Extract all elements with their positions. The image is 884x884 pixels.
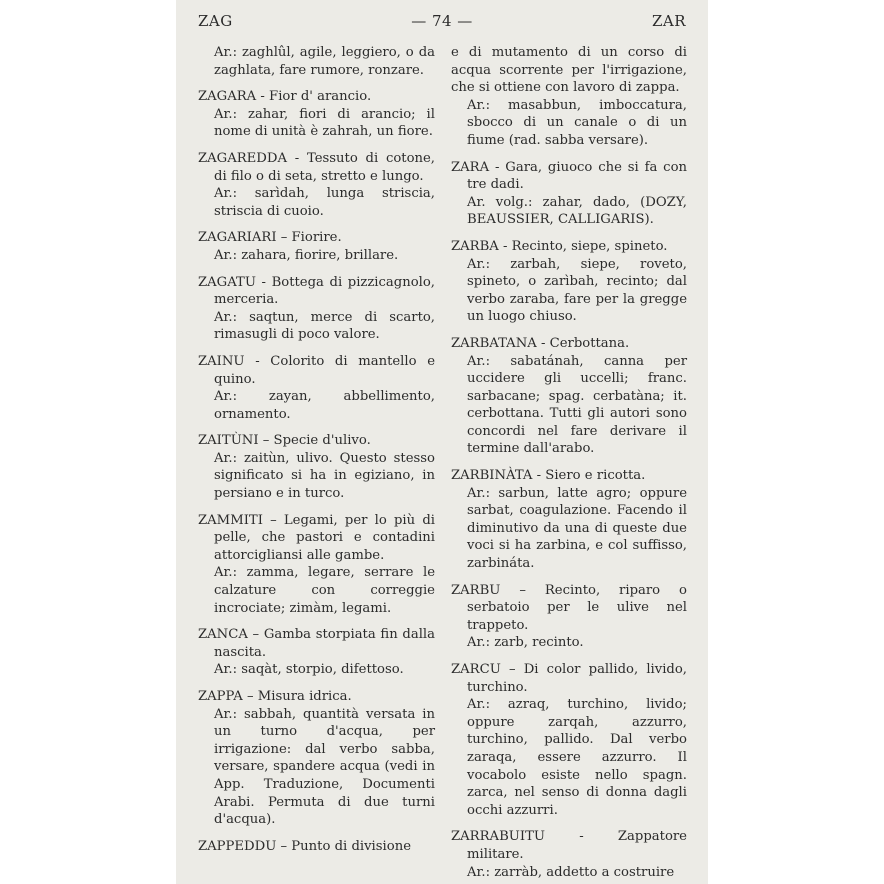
entry-zagara	[198, 88, 435, 141]
definition: – Fiorire.	[276, 230, 342, 246]
entry-zarba	[451, 238, 687, 326]
entry-zarbu	[451, 582, 687, 652]
entry-zara	[451, 159, 687, 229]
entry-zanca	[198, 626, 435, 679]
arabic-etymology: Ar.: zarbah, siepe, roveto, spineto, o zarìbah, recinto; dal verbo zaraba, fare per la gregge un luogo chiuso.	[467, 256, 687, 325]
headword: ZAINU	[198, 353, 245, 369]
definition: - Bottega di pizzicagnolo, merceria.	[214, 274, 435, 308]
headword: ZARA	[451, 159, 490, 175]
definition: - Siero e ricotta.	[532, 468, 646, 484]
definition: - Recinto, siepe, spineto.	[498, 238, 668, 254]
definition: – Punto di divisione	[276, 838, 411, 854]
headword: ZARRABUITU	[451, 829, 545, 845]
entry-zageredda	[198, 150, 435, 220]
arabic-etymology: Ar.: saqtun, merce di scarto, rimasugli di poco valore.	[214, 309, 435, 343]
arabic-etymology: Ar.: sabbah, quantità versata in un turno d'acqua, per irrigazione: dal verbo sabba, versare, spandere acqua (vedi in App. Traduzione, Documenti Arabi. Permuta di due turni d'acqua).	[214, 706, 435, 828]
headword: ZARBU	[451, 582, 501, 598]
arabic-etymology: Ar.: zahara, fiorire, brillare.	[214, 247, 399, 263]
entry-zagariari	[198, 229, 435, 264]
definition: – Recinto, riparo o serbatoio per le ulive nel trappeto.	[467, 582, 687, 633]
definition: – Gamba storpiata fin dalla nascita.	[214, 627, 435, 660]
arabic-etymology: Ar.: zaghlûl, agile, leggiero, o da zaghlata, fare rumore, ronzare.	[214, 45, 435, 78]
headword: ZAGARIARI	[198, 230, 277, 246]
headword: ZARBINÀTA	[451, 468, 533, 484]
arabic-etymology: Ar. volg.: zahar, dado, (DOZY, BEAUSSIER, CALLIGARIS).	[467, 194, 687, 228]
header-right-guide-word: ZAR	[651, 12, 686, 30]
definition: – Specie d'ulivo.	[258, 433, 371, 449]
definition: – Di color pallido, livido, turchino.	[467, 662, 687, 695]
arabic-etymology: Ar.: zahar, fiori di arancio; il nome di unità è zahrah, un fiore.	[214, 106, 435, 140]
entry-zarbinata	[451, 467, 687, 573]
continued-definition: e di mutamento di un corso di acqua scorrente per l'irrigazione, che si ottiene con lavoro di zappa.	[451, 45, 687, 96]
entry-continuation	[451, 44, 687, 150]
headword: ZAGATU	[198, 274, 256, 290]
entry-zarrabuitu	[451, 828, 687, 881]
header-left-guide-word: ZAG	[198, 12, 233, 30]
right-column	[451, 44, 687, 884]
headword: ZAGARA	[198, 89, 257, 105]
entry-zainu	[198, 353, 435, 423]
entry-zarbatana	[451, 335, 687, 458]
definition: – Legami, per lo più di pelle, che pastori e contadini attorcigliansi alle gambe.	[214, 512, 435, 563]
page-header	[176, 12, 708, 42]
dictionary-page	[176, 0, 708, 884]
definition: - Cerbottana.	[536, 335, 630, 351]
headword: ZAPPA	[198, 689, 243, 704]
headword: ZAPPEDDU	[198, 838, 277, 854]
definition: - Colorito di mantello e quino.	[214, 353, 435, 387]
headword: ZAITÙNI	[198, 433, 259, 449]
arabic-etymology: Ar.: saqàt, storpio, difettoso.	[214, 662, 404, 678]
arabic-etymology: Ar.: zaitùn, ulivo. Questo stesso significato si ha in egiziano, in persiano e in turco.	[214, 450, 435, 502]
arabic-etymology: Ar.: zayan, abbellimento, ornamento.	[214, 389, 435, 422]
entry-zammiti	[198, 512, 435, 618]
arabic-etymology: Ar.: sarbun, latte agro; oppure sarbat, coagulazione. Facendo il diminutivo da una di queste due voci si ha zarbina, e col suffisso, zarbináta.	[467, 485, 687, 572]
arabic-etymology: Ar.: sarìdah, lunga striscia, striscia di cuoio.	[214, 186, 435, 219]
headword: ZARBA	[451, 238, 499, 254]
entry-zappeddu	[198, 838, 435, 856]
definition: - Gara, giuoco che si fa con tre dadi.	[467, 159, 687, 193]
definition: - Fior d' arancio.	[256, 89, 372, 105]
entry-zagatu	[198, 274, 435, 344]
entry-zappa	[198, 688, 435, 829]
entry-zarcu	[451, 661, 687, 819]
entry-continuation	[198, 44, 435, 79]
definition: - Tessuto di cotone, di filo o di seta, stretto e lungo.	[214, 150, 435, 184]
page-number: — 74 —	[411, 12, 473, 30]
headword: ZAGAREDDA	[198, 150, 287, 166]
headword: ZARBATANA	[451, 335, 537, 351]
arabic-etymology: Ar.: zamma, legare, serrare le calzature con correggie incrociate; zimàm, legami.	[214, 565, 435, 616]
left-column	[198, 44, 435, 864]
entry-zaituni	[198, 432, 435, 502]
definition: - Zappatore militare.	[467, 829, 687, 862]
arabic-etymology: Ar.: azraq, turchino, livido; oppure zarqah, azzurro, turchino, pallido. Dal verbo zaraqa, essere azzurro. Il vocabolo esiste nello spagn. zarca, nel senso di donna dagli occhi azzurri.	[467, 697, 687, 818]
headword: ZARCU	[451, 662, 501, 677]
arabic-etymology: Ar.: zarb, recinto.	[467, 635, 584, 651]
arabic-etymology: Ar.: zarràb, addetto a costruire	[467, 864, 675, 880]
headword: ZAMMITI	[198, 512, 263, 528]
definition: – Misura idrica.	[242, 689, 352, 704]
headword: ZANCA	[198, 627, 248, 643]
arabic-etymology: Ar.: sabatánah, canna per uccidere gli uccelli; franc. sarbacane; spag. cerbatàna; it. cerbottana. Tutti gli autori sono concordi nel fare derivare il termine dall'arabo.	[467, 353, 687, 457]
arabic-etymology: Ar.: masabbun, imboccatura, sbocco di un canale o di un fiume (rad. sabba versare).	[467, 97, 687, 148]
